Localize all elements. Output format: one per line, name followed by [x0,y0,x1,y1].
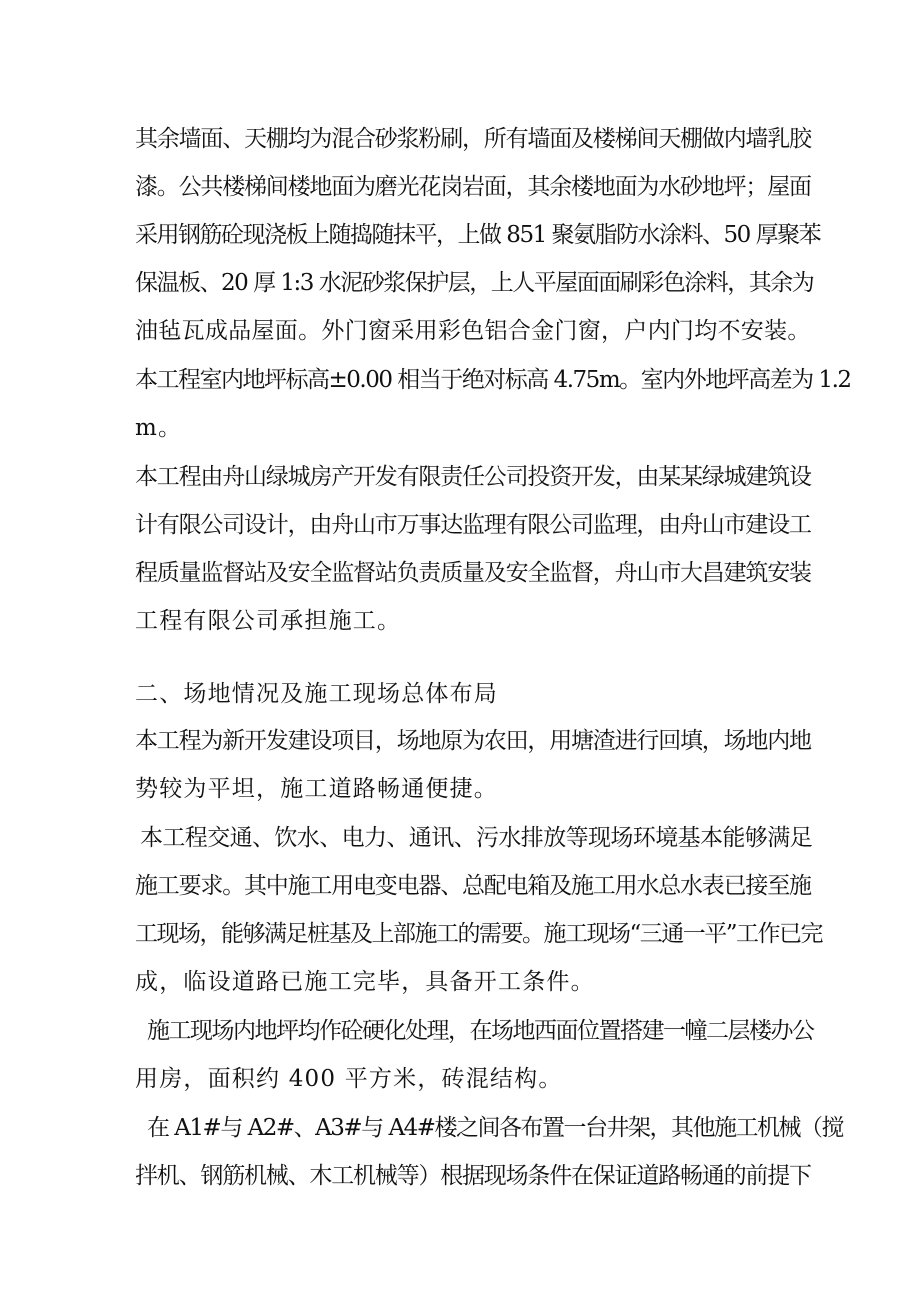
paragraph-2-line-2: m。 [135,415,183,441]
paragraph-5-line-2: 施工要求。其中施工用电变电器、总配电箱及施工用水总水表已接至施 [135,873,811,899]
paragraph-6-line-2: 用房，面积约 400 平方米，砖混结构。 [135,1066,563,1092]
paragraph-1-line-1: 其余墙面、天棚均为混合砂浆粉刷，所有墙面及楼梯间天棚做内墙乳胶 [135,126,811,152]
paragraph-4-line-2: 势较为平坦，施工道路畅通便捷。 [135,776,498,802]
paragraph-1-line-4: 保温板、20 厚 1:3 水泥砂浆保护层，上人平屋面面刷彩色涂料，其余为 [135,270,814,296]
paragraph-7-line-1: 在 A1#与 A2#、A3#与 A4#楼之间各布置一台井架，其他施工机械（搅 [147,1115,843,1141]
paragraph-3-line-1: 本工程由舟山绿城房产开发有限责任公司投资开发，由某某绿城建筑设 [135,464,811,490]
paragraph-5-line-4: 成，临设道路已施工完毕，具备开工条件。 [135,969,595,995]
paragraph-3-line-3: 程质量监督站及安全监督站负责质量及安全监督，舟山市大昌建筑安装 [135,560,811,586]
paragraph-3-line-4: 工程有限公司承担施工。 [135,608,402,634]
paragraph-1-line-3: 采用钢筋砼现浇板上随捣随抹平，上做 851 聚氨脂防水涂料、50 厚聚苯 [135,222,821,248]
paragraph-5-line-1: 本工程交通、饮水、电力、通讯、污水排放等现场环境基本能够满足 [140,825,813,851]
section-heading: 二、场地情况及施工现场总体布局 [135,681,498,707]
paragraph-7-line-2: 拌机、钢筋机械、木工机械等）根据现场条件在保证道路畅通的前提下 [135,1163,811,1189]
paragraph-6-line-1: 施工现场内地坪均作砼硬化处理，在场地西面位置搭建一幢二层楼办公 [147,1018,814,1044]
paragraph-1-line-5: 油毡瓦成品屋面。外门窗采用彩色铝合金门窗，户内门均不安装。 [135,318,811,344]
paragraph-4-line-1: 本工程为新开发建设项目，场地原为农田，用塘渣进行回填，场地内地 [135,728,811,754]
paragraph-3-line-2: 计有限公司设计，由舟山市万事达监理有限公司监理，由舟山市建设工 [135,512,811,538]
paragraph-5-line-3: 工现场，能够满足桩基及上部施工的需要。施工现场“三通一平”工作已完 [135,921,823,947]
paragraph-1-line-2: 漆。公共楼梯间楼地面为磨光花岗岩面，其余楼地面为水砂地坪；屋面 [135,174,811,200]
paragraph-2-line-1: 本工程室内地坪标高±0.00 相当于绝对标高 4.75m。室内外地坪高差为 1.2 [135,367,851,393]
